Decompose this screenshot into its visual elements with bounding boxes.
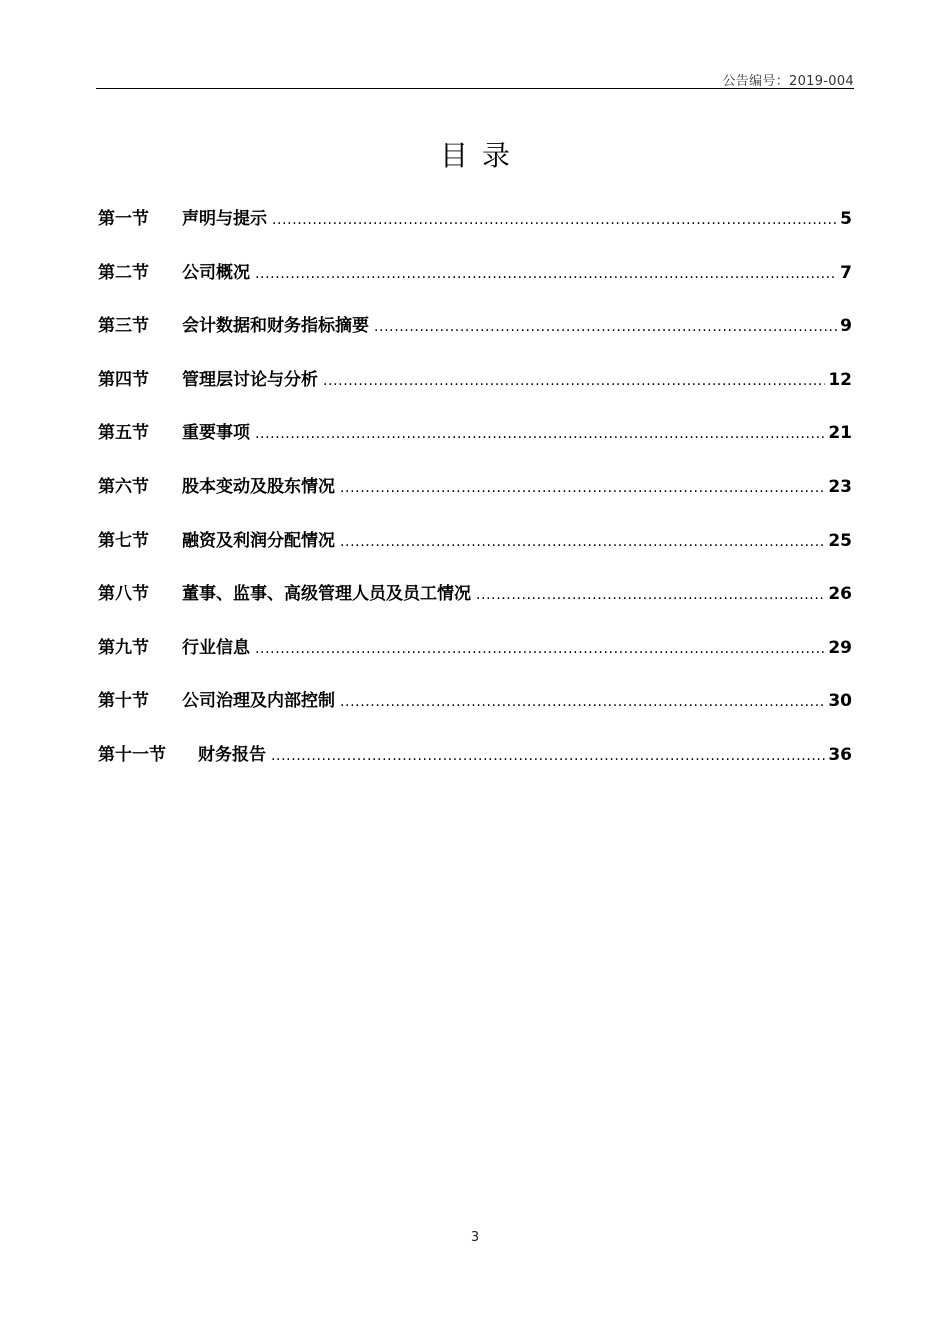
page-number: 3 <box>470 1230 480 1245</box>
toc-section-number: 第七节 <box>98 530 149 551</box>
toc-entry-4[interactable] <box>98 365 852 419</box>
toc-section-number: 第四节 <box>98 369 149 390</box>
toc-leader-dots <box>340 694 825 710</box>
toc-section-title: 公司治理及内部控制 <box>182 691 335 712</box>
toc-section-number: 第九节 <box>98 637 149 658</box>
toc-page-number: 21 <box>828 423 852 444</box>
toc-section-title: 声明与提示 <box>182 209 267 229</box>
toc-leader-dots <box>255 641 825 657</box>
toc-section-title: 财务报告 <box>198 744 266 765</box>
toc-page-number: 7 <box>840 262 852 283</box>
toc-entry-10[interactable] <box>98 686 852 740</box>
toc-leader-dots <box>340 480 825 496</box>
toc-section-title: 董事、监事、高级管理人员及员工情况 <box>182 584 471 605</box>
toc-entry-3[interactable] <box>98 311 852 365</box>
toc-section-number: 第十一节 <box>98 744 166 765</box>
toc-page-number: 9 <box>840 316 852 337</box>
toc-entry-9[interactable] <box>98 633 852 687</box>
toc-page-number: 26 <box>828 584 852 605</box>
toc-leader-dots <box>340 534 825 550</box>
toc-page-number: 29 <box>828 637 852 658</box>
toc-section-title: 公司概况 <box>182 262 250 283</box>
toc-entry-11[interactable] <box>98 740 852 794</box>
toc-section-number: 第二节 <box>98 262 149 283</box>
header-divider <box>96 88 854 89</box>
toc-leader-dots <box>272 212 837 228</box>
toc-section-number: 第五节 <box>98 423 149 444</box>
toc-leader-dots <box>323 373 825 389</box>
toc-section-number: 第十节 <box>98 691 149 712</box>
table-of-contents <box>98 204 852 794</box>
toc-entry-1[interactable] <box>98 204 852 258</box>
toc-page-number: 23 <box>828 476 852 497</box>
toc-entry-6[interactable] <box>98 472 852 526</box>
toc-section-title: 会计数据和财务指标摘要 <box>182 316 369 337</box>
toc-leader-dots <box>255 426 825 442</box>
toc-section-title: 重要事项 <box>182 423 250 444</box>
toc-section-number: 第三节 <box>98 316 149 337</box>
toc-leader-dots <box>374 319 837 335</box>
toc-page-number: 12 <box>828 369 852 390</box>
toc-page-number: 5 <box>840 209 852 229</box>
toc-leader-dots <box>476 587 825 603</box>
toc-entry-2[interactable] <box>98 258 852 312</box>
toc-section-number: 第一节 <box>98 209 149 229</box>
toc-leader-dots <box>255 266 837 282</box>
toc-entry-8[interactable] <box>98 579 852 633</box>
toc-section-title: 股本变动及股东情况 <box>182 476 335 497</box>
toc-entry-5[interactable] <box>98 418 852 472</box>
toc-section-title: 管理层讨论与分析 <box>182 369 318 390</box>
toc-section-title: 行业信息 <box>182 637 250 658</box>
toc-section-number: 第八节 <box>98 584 149 605</box>
announcement-number: 公告编号：2019-004 <box>722 74 854 89</box>
toc-title: 目录 <box>439 139 524 172</box>
toc-page-number: 25 <box>828 530 852 551</box>
toc-section-number: 第六节 <box>98 476 149 497</box>
toc-leader-dots <box>271 748 825 764</box>
toc-section-title: 融资及利润分配情况 <box>182 530 335 551</box>
toc-entry-7[interactable] <box>98 526 852 580</box>
toc-page-number: 30 <box>828 691 852 712</box>
toc-page-number: 36 <box>828 744 852 765</box>
